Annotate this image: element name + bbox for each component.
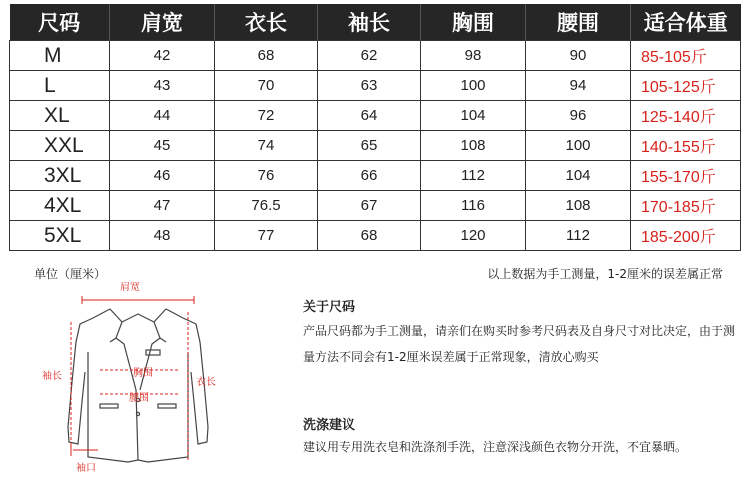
cell-waist: 112 [526, 221, 631, 251]
cell-shoulder: 43 [110, 71, 215, 101]
cell-waist: 96 [526, 101, 631, 131]
cell-chest: 104 [421, 101, 526, 131]
header-length: 衣长 [215, 4, 318, 41]
measure-note: 以上数据为手工测量，1-2厘米的误差属正常 [487, 267, 723, 281]
cell-size: 3XL [10, 161, 110, 191]
cell-length: 76 [215, 161, 318, 191]
header-waist: 腰围 [526, 4, 631, 41]
about-size-title: 关于尺码 [303, 300, 356, 315]
table-row [10, 221, 741, 251]
cell-length: 77 [215, 221, 318, 251]
suit-jacket-outline [68, 309, 208, 462]
header-chest: 胸围 [421, 4, 526, 41]
cell-size: M [10, 41, 110, 71]
cell-size: XL [10, 101, 110, 131]
header-weight: 适合体重 [631, 4, 741, 41]
cell-weight: 140-155斤 [631, 131, 741, 161]
cell-length: 76.5 [215, 191, 318, 221]
table-row [10, 191, 741, 221]
waist-label: 腰围 [129, 393, 149, 404]
cell-chest: 108 [421, 131, 526, 161]
shoulder-label: 肩宽 [120, 282, 140, 293]
cell-chest: 100 [421, 71, 526, 101]
suit-measurement-diagram [38, 282, 238, 482]
washing-body: 建议用专用洗衣皂和洗涤剂手洗，注意深浅颜色衣物分开洗，不宜暴晒。 [303, 440, 688, 454]
cell-waist: 90 [526, 41, 631, 71]
table-row [10, 101, 741, 131]
cell-sleeve: 64 [318, 101, 421, 131]
length-label: 衣长 [196, 377, 216, 388]
cell-shoulder: 47 [110, 191, 215, 221]
cell-shoulder: 48 [110, 221, 215, 251]
table-row [10, 131, 741, 161]
cell-waist: 104 [526, 161, 631, 191]
header-shoulder: 肩宽 [110, 4, 215, 41]
cell-shoulder: 44 [110, 101, 215, 131]
cell-chest: 120 [421, 221, 526, 251]
cell-size: 4XL [10, 191, 110, 221]
table-row [10, 41, 741, 71]
cell-weight: 125-140斤 [631, 101, 741, 131]
cuff-label: 袖口 [76, 463, 96, 474]
header-size: 尺码 [10, 4, 110, 41]
unit-label: 单位（厘米） [34, 267, 107, 281]
cell-chest: 116 [421, 191, 526, 221]
cell-shoulder: 46 [110, 161, 215, 191]
cell-sleeve: 67 [318, 191, 421, 221]
cell-waist: 94 [526, 71, 631, 101]
cell-shoulder: 42 [110, 41, 215, 71]
cell-size: L [10, 71, 110, 101]
cell-sleeve: 62 [318, 41, 421, 71]
cell-sleeve: 66 [318, 161, 421, 191]
size-chart-table [9, 4, 741, 251]
cell-waist: 108 [526, 191, 631, 221]
table-body [10, 41, 741, 251]
cell-length: 68 [215, 41, 318, 71]
cell-sleeve: 65 [318, 131, 421, 161]
chest-label: 胸围 [133, 368, 153, 379]
washing-title: 洗涤建议 [303, 418, 356, 433]
header-sleeve: 袖长 [318, 4, 421, 41]
cell-size: 5XL [10, 221, 110, 251]
cell-weight: 85-105斤 [631, 41, 741, 71]
table-row [10, 161, 741, 191]
cell-waist: 100 [526, 131, 631, 161]
cell-sleeve: 63 [318, 71, 421, 101]
sleeve-label: 袖长 [42, 371, 62, 382]
cell-weight: 170-185斤 [631, 191, 741, 221]
table-row [10, 71, 741, 101]
cell-weight: 155-170斤 [631, 161, 741, 191]
cell-length: 72 [215, 101, 318, 131]
cell-chest: 112 [421, 161, 526, 191]
cell-sleeve: 68 [318, 221, 421, 251]
cell-weight: 105-125斤 [631, 71, 741, 101]
cell-shoulder: 45 [110, 131, 215, 161]
cell-length: 74 [215, 131, 318, 161]
cell-chest: 98 [421, 41, 526, 71]
cell-weight: 185-200斤 [631, 221, 741, 251]
about-size-body: 产品尺码都为手工测量，请亲们在购买时参考尺码表及自身尺寸对比决定，由于测量方法不同会有1-2厘米误差属于正常现象，清放心购买 [303, 324, 736, 364]
table-header-row [10, 4, 741, 41]
cell-size: XXL [10, 131, 110, 161]
cell-length: 70 [215, 71, 318, 101]
